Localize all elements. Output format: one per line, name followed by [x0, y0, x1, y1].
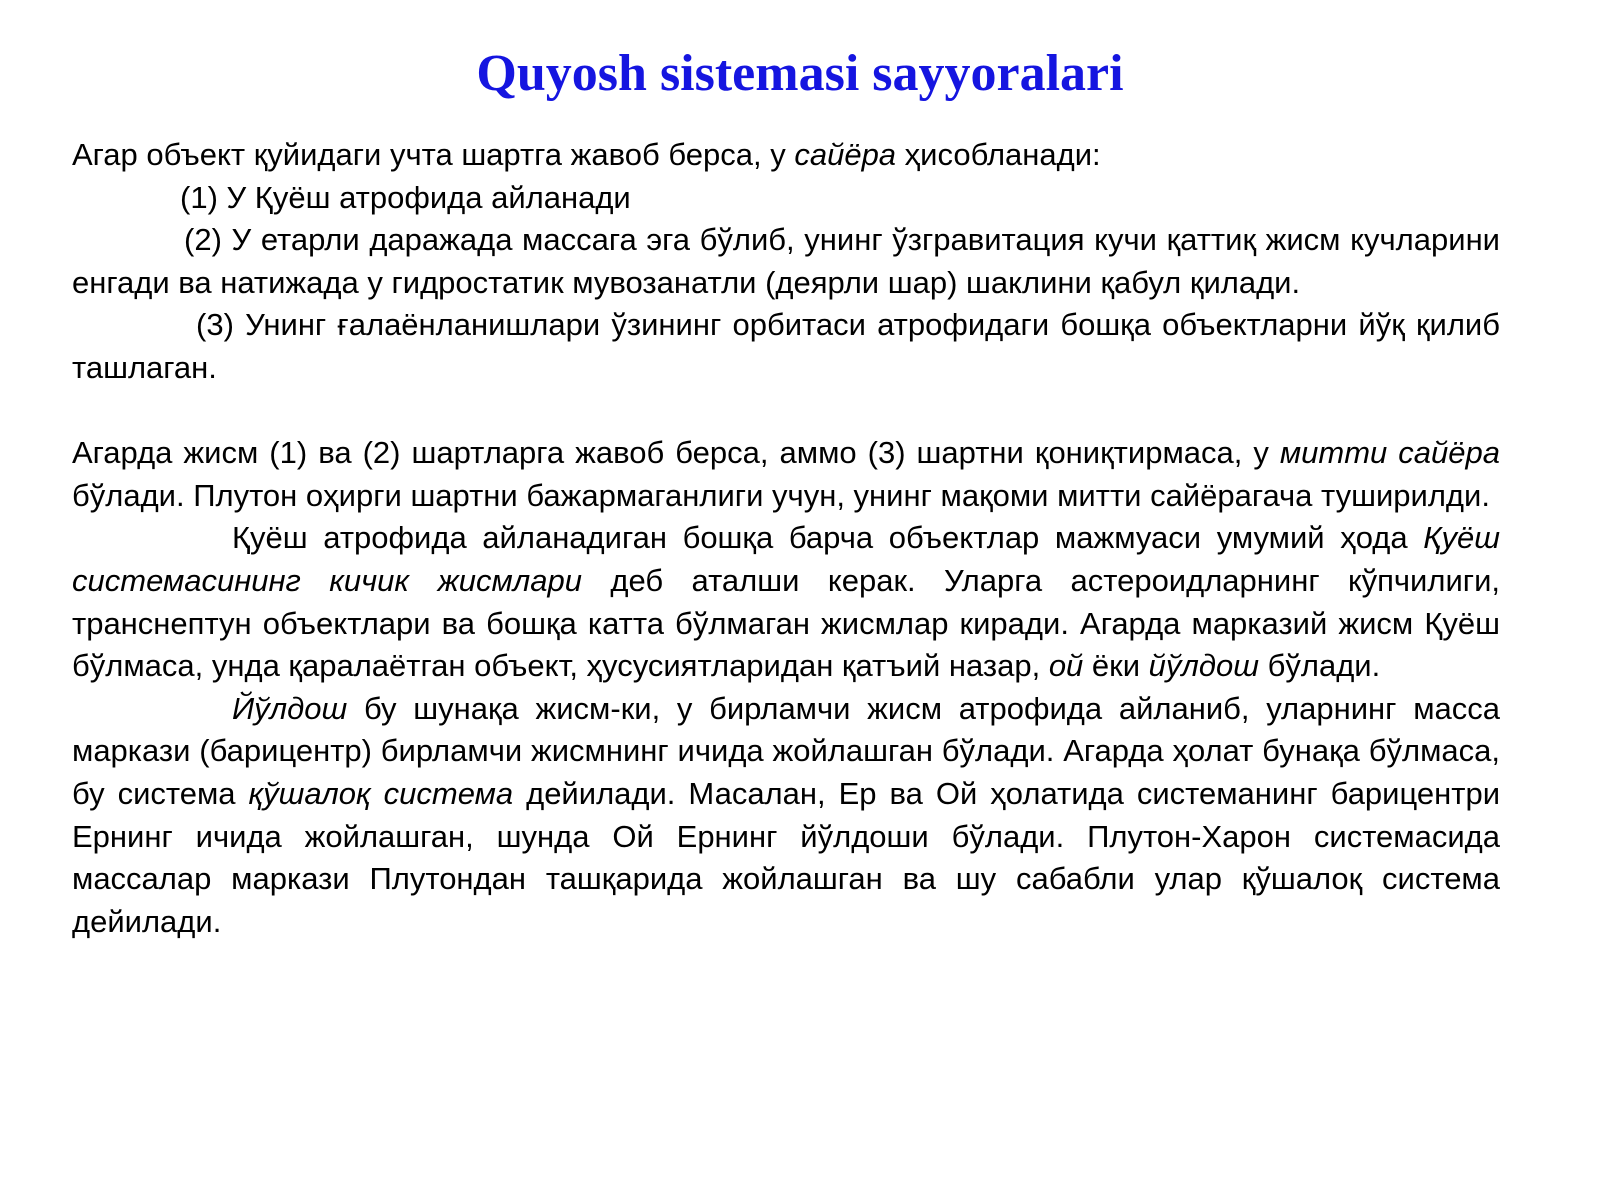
- text-run: (1) У Қуёш атрофида айланади: [180, 179, 631, 215]
- paragraph-planet-definition: [72, 134, 1500, 177]
- condition-2: [72, 219, 1500, 304]
- italic-term-dwarf-planet: митти сайёра: [1279, 435, 1500, 471]
- text-run: бўлади.: [1259, 648, 1381, 684]
- paragraph-small-bodies: [72, 517, 1500, 687]
- condition-3: [72, 304, 1500, 389]
- paragraph-satellite: [72, 688, 1500, 944]
- text-run: дейилади. Масалан, Ер ва Ой ҳолатида системанинг барицентри Ернинг ичида жойлашган, шунда Ой Ернинг йўлдоши бўлади. Плутон-Харон системасида массалар маркази Плутондан ташқарида жойлашган ва шу сабабли улар қўшалоқ система дейилади.: [72, 775, 1501, 939]
- text-run: (2) У етарли даражада массага эга бўлиб, унинг ўзгравитация кучи қаттиқ жисм кучларини енгади ва натижада у гидростатик мувозанатли (деярли шар) шаклини қабул қилади.: [72, 222, 1500, 300]
- italic-term-planet: сайёра: [794, 137, 897, 172]
- slide-body: [72, 134, 1500, 943]
- text-run: ёки: [1083, 648, 1149, 684]
- text-run: деб аталши керак. Уларга астероидларнинг кўпчилиги, транснептун объектлари ва бошқа катта бўлмаган жисмлар киради. Агарда марказий жисм Қуёш бўлмаса, унда қаралаётган объект, ҳусусиятларидан қатъий назар,: [72, 562, 1501, 684]
- text-run: бўлади. Плутон оҳирги шартни бажармаганлиги учун, унинг мақоми митти сайёрагача туширилди.: [72, 477, 1490, 513]
- text-run: ҳисобланади:: [896, 137, 1101, 172]
- italic-term-satellite-definition: Йўлдош: [232, 690, 348, 726]
- slide-title: Quyosh sistemasi sayyoralari: [476, 45, 1124, 102]
- text-run: бу шунақа жисм-ки, у бирламчи жисм атрофида айланиб, уларнинг масса маркази (барицентр) бирламчи жисмнинг ичида жойлашган бўлади. Агарда ҳолат бунақа бўлмаса, бу система: [72, 690, 1500, 811]
- text-run: Қуёш атрофида айланадиган бошқа барча объектлар мажмуаси умумий ҳода: [232, 520, 1424, 556]
- condition-1: [72, 177, 1500, 220]
- text-run: Агар объект қуйидаги учта шартга жавоб берса, у: [72, 137, 795, 172]
- italic-term-binary-system: қўшалоқ система: [248, 775, 514, 811]
- text-run: (3) Унинг ғалаёнланишлари ўзининг орбитаси атрофидаги бошқа объектларни йўқ қилиб ташлаган.: [72, 307, 1500, 385]
- text-run: Агарда жисм (1) ва (2) шартларга жавоб берса, аммо (3) шартни қониқтирмаса, у: [72, 435, 1280, 471]
- italic-term-satellite: йўлдош: [1148, 648, 1259, 684]
- blank-line: [72, 390, 1500, 433]
- italic-term-small-bodies: Қуёш системасининг кичик жисмлари: [72, 520, 1500, 598]
- paragraph-dwarf-planet: [72, 432, 1500, 517]
- italic-term-moon: ой: [1048, 648, 1084, 684]
